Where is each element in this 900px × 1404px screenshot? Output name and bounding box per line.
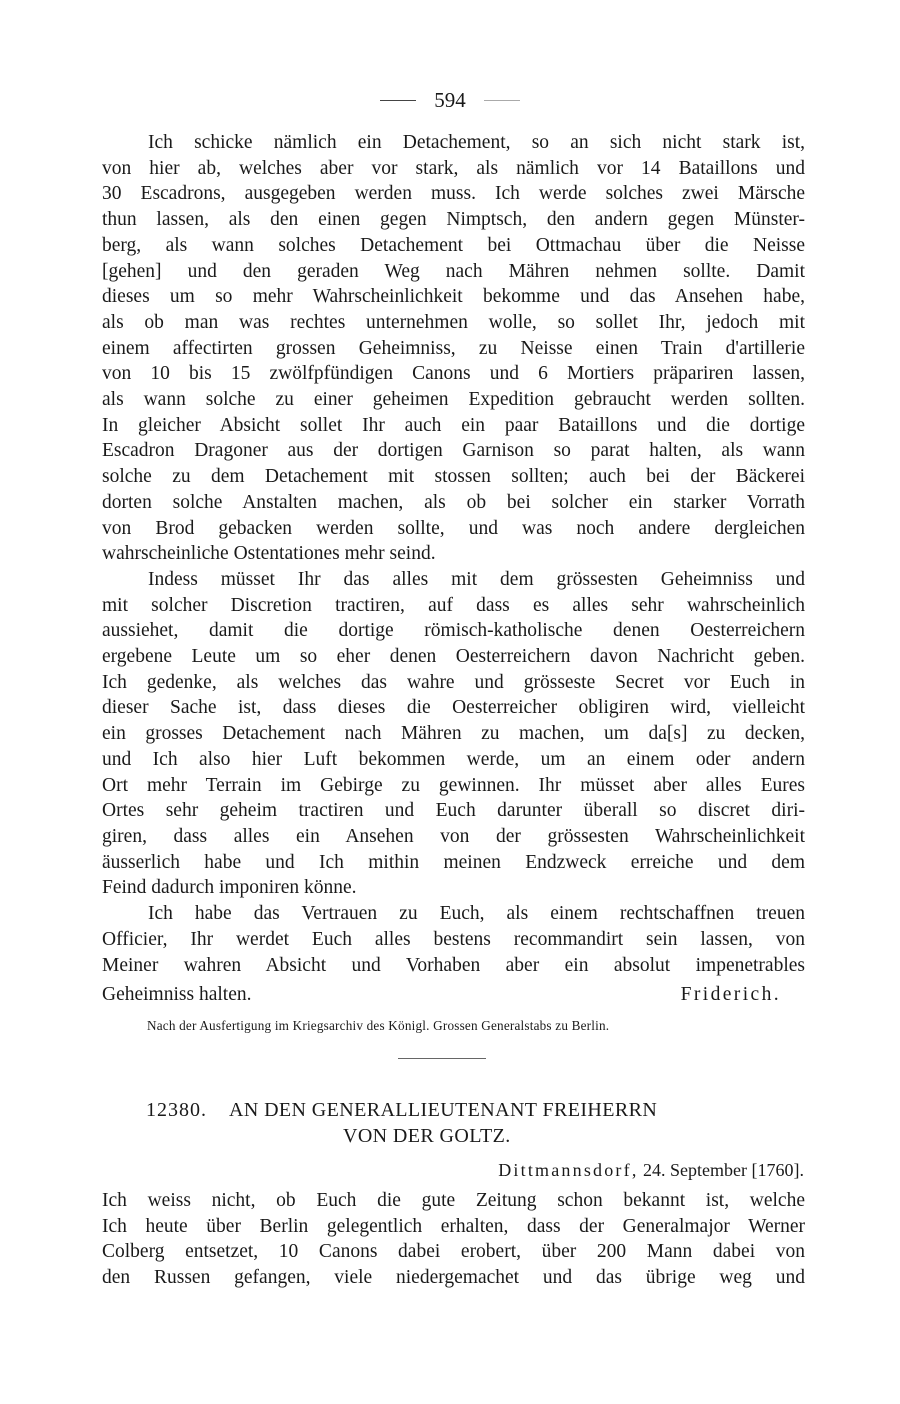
text-line: und Ich also hier Luft bekommen werde, um an einem oder andern	[102, 748, 805, 770]
heading-row-1	[146, 1099, 657, 1122]
closing-line: Geheimniss halten.	[102, 984, 252, 1006]
header-dash-left	[380, 100, 416, 101]
text-line: als ob man was rechtes unternehmen wolle, so sollet Ihr, jedoch mit	[102, 311, 805, 333]
letter-1-body	[102, 130, 805, 1008]
heading-line-2: VON DER GOLTZ.	[343, 1125, 511, 1147]
text-line: mit solcher Discretion tractiren, auf dass es alles sehr wahrscheinlich	[102, 594, 805, 616]
text-line: Colberg entsetzet, 10 Canons dabei erobert, über 200 Mann dabei von	[102, 1241, 805, 1263]
text-line: Indess müsset Ihr das alles mit dem grössesten Geheimniss und	[148, 568, 805, 590]
text-line: als wann solche zu einer geheimen Expedition gebraucht werden sollten.	[102, 389, 805, 411]
text-line: Escadron Dragoner aus der dortigen Garnison so parat halten, als wann	[102, 440, 805, 462]
text-line: giren, dass alles ein Ansehen von der grössesten Wahrscheinlichkeit	[102, 825, 805, 847]
text-line: thun lassen, als den einen gegen Nimptsch, den andern gegen Münster-	[102, 209, 805, 231]
page-number: 594	[434, 88, 466, 112]
text-line: solche zu dem Detachement mit stossen sollten; auch bei der Bäckerei	[102, 466, 805, 488]
text-line: Ich schicke nämlich ein Detachement, so an sich nicht stark ist,	[148, 132, 805, 153]
text-line: Ortes sehr geheim tractiren und Euch darunter überall so discret diri-	[102, 800, 805, 822]
text-line: ergebene Leute um so eher denen Oesterreichern davon Nachricht geben.	[102, 646, 805, 668]
heading-line-1: AN DEN GENERALLIEUTENANT FREIHERRN	[229, 1099, 658, 1121]
dateline-date: 24. September [1760].	[643, 1160, 804, 1180]
text-line: äusserlich habe und Ich mithin meinen Endzweck erreiche und dem	[102, 851, 805, 873]
text-line: Ich weiss nicht, ob Euch die gute Zeitung schon bekannt ist, welche	[102, 1190, 805, 1211]
signature: Friderich.	[680, 984, 781, 1006]
text-line: von Brod gebacken werden sollte, und was noch andere dergleichen	[102, 517, 805, 539]
letter-2-lines	[102, 1188, 805, 1291]
letter-1-lines	[102, 130, 805, 978]
text-line: 30 Escadrons, ausgegeben werden muss. Ich werde solches zwei Märsche	[102, 183, 805, 205]
text-line: Officier, Ihr werdet Euch alles bestens recommandirt sein lassen, von	[102, 928, 805, 950]
source-note: Nach der Ausfertigung im Kriegsarchiv des Königl. Grossen Generalstabs zu Berlin.	[147, 1018, 610, 1033]
heading-row-2	[343, 1125, 511, 1148]
text-line: den Russen gefangen, viele niedergemachet und das übrige weg und	[102, 1267, 805, 1289]
text-line: Ort mehr Terrain im Gebirge zu gewinnen. Ihr müsset aber alles Eures	[102, 774, 805, 796]
text-line: [gehen] und den geraden Weg nach Mähren nehmen sollte. Damit	[102, 260, 805, 282]
text-line: berg, als wann solches Detachement bei Ottmachau über die Neisse	[102, 234, 805, 256]
text-line: dieser Sache ist, dass dieses die Oesterreicher obligiren wird, vielleicht	[102, 697, 805, 719]
closing-row	[102, 978, 805, 1008]
text-line: von 10 bis 15 zwölfpfündigen Canons und 6 Mortiers präpariren lassen,	[102, 363, 805, 385]
text-line: Ich gedenke, als welches das wahre und grösseste Secret vor Euch in	[102, 671, 805, 693]
letter-2-body	[102, 1188, 805, 1291]
text-line: von hier ab, welches aber vor stark, als nämlich vor 14 Bataillons und	[102, 157, 805, 179]
text-line: Ich heute über Berlin gelegentlich erhalten, dass der Generalmajor Werner	[102, 1215, 805, 1237]
text-line: einem affectirten grossen Geheimniss, zu Neisse einen Train d'artillerie	[102, 337, 805, 359]
text-line: ein grosses Detachement nach Mähren zu machen, um da[s] zu decken,	[102, 723, 805, 745]
text-line: Ich habe das Vertrauen zu Euch, als einem rechtschaffnen treuen	[148, 903, 805, 925]
header-dash-right	[484, 100, 520, 101]
page-header	[0, 88, 900, 113]
text-line: dorten solche Anstalten machen, als ob bei solcher ein starker Vorrath	[102, 491, 805, 513]
text-line: dieses um so mehr Wahrscheinlichkeit bekomme und das Ansehen habe,	[102, 286, 805, 308]
letter-number: 12380.	[146, 1099, 207, 1121]
text-line: aussiehet, damit die dortige römisch-katholische denen Oesterreichern	[102, 620, 805, 642]
text-line: Feind dadurch imponiren könne.	[102, 877, 357, 899]
section-divider	[398, 1058, 486, 1059]
dateline-place: Dittmannsdorf,	[498, 1160, 639, 1180]
dateline	[498, 1160, 804, 1181]
text-line: wahrscheinliche Ostentationes mehr seind.	[102, 543, 436, 565]
text-line: Meiner wahren Absicht und Vorhaben aber ein absolut impenetrables	[102, 954, 805, 976]
text-line: In gleicher Absicht sollet Ihr auch ein paar Bataillons und die dortige	[102, 414, 805, 436]
